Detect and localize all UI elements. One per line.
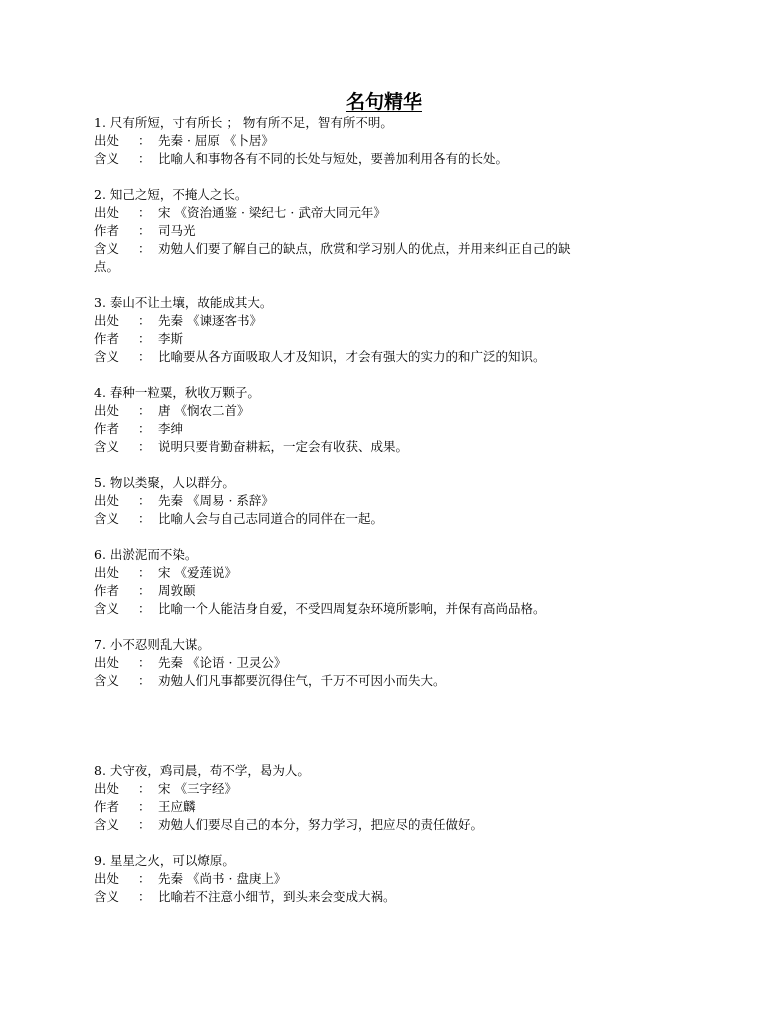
author-label: 作者 xyxy=(94,421,120,436)
author-value: 周敦颐 xyxy=(158,583,196,598)
colon: ： xyxy=(138,871,151,886)
quote-entry-9 xyxy=(94,852,674,906)
colon: ： xyxy=(138,799,151,814)
colon: ： xyxy=(138,511,151,526)
source-label: 出处 xyxy=(94,655,120,670)
meaning-line xyxy=(94,438,674,456)
quote-text: 2. 知己之短，不掩人之长。 xyxy=(94,187,248,202)
colon: ： xyxy=(138,583,151,598)
source-value: 宋 《爱莲说》 xyxy=(158,565,237,580)
meaning-label: 含义 xyxy=(94,151,120,166)
source-line xyxy=(94,204,674,222)
quote-entry-4 xyxy=(94,384,674,456)
source-label: 出处 xyxy=(94,565,120,580)
colon: ： xyxy=(138,205,151,220)
quote-entry-3 xyxy=(94,294,674,366)
source-line xyxy=(94,654,674,672)
author-label: 作者 xyxy=(94,331,120,346)
author-label: 作者 xyxy=(94,799,120,814)
meaning-value: 劝勉人们要了解自己的缺点，欣赏和学习别人的优点，并用来纠正自己的缺 xyxy=(158,241,571,256)
source-label: 出处 xyxy=(94,133,120,148)
meaning-label: 含义 xyxy=(94,241,120,256)
colon: ： xyxy=(138,403,151,418)
source-label: 出处 xyxy=(94,493,120,508)
source-line xyxy=(94,312,674,330)
author-value: 李绅 xyxy=(158,421,184,436)
meaning-line xyxy=(94,816,674,834)
source-label: 出处 xyxy=(94,403,120,418)
colon: ： xyxy=(138,313,151,328)
author-label: 作者 xyxy=(94,223,120,238)
source-line xyxy=(94,132,674,150)
source-value: 先秦 《尚书 · 盘庚上》 xyxy=(158,871,287,886)
meaning-continuation: 点。 xyxy=(94,259,120,274)
quote-text: 5. 物以类聚，人以群分。 xyxy=(94,475,235,490)
meaning-value: 说明只要肯勤奋耕耘，一定会有收获、成果。 xyxy=(158,439,409,454)
source-label: 出处 xyxy=(94,871,120,886)
colon: ： xyxy=(138,151,151,166)
quote-text: 6. 出淤泥而不染。 xyxy=(94,547,198,562)
colon: ： xyxy=(138,817,151,832)
colon: ： xyxy=(138,781,151,796)
meaning-value: 比喻要从各方面吸取人才及知识，才会有强大的实力的和广泛的知识。 xyxy=(158,349,546,364)
quote-text: 3. 泰山不让土壤，故能成其大。 xyxy=(94,295,273,310)
colon: ： xyxy=(138,673,151,688)
source-value: 宋 《三字经》 xyxy=(158,781,237,796)
quote-entry-2 xyxy=(94,186,674,276)
source-line xyxy=(94,492,674,510)
meaning-label: 含义 xyxy=(94,673,120,688)
colon: ： xyxy=(138,331,151,346)
quote-entry-1 xyxy=(94,114,674,168)
quote-entry-7 xyxy=(94,636,674,690)
meaning-label: 含义 xyxy=(94,889,120,904)
source-value: 先秦 · 屈原 《卜居》 xyxy=(158,133,274,148)
source-label: 出处 xyxy=(94,205,120,220)
source-value: 唐 《悯农二首》 xyxy=(158,403,250,418)
author-line xyxy=(94,222,674,240)
author-line xyxy=(94,582,674,600)
meaning-line xyxy=(94,672,674,690)
author-value: 司马光 xyxy=(158,223,196,238)
quote-text: 4. 春种一粒粟，秋收万颗子。 xyxy=(94,385,260,400)
colon: ： xyxy=(138,655,151,670)
source-line xyxy=(94,870,674,888)
source-label: 出处 xyxy=(94,781,120,796)
meaning-value: 比喻人和事物各有不同的长处与短处，要善加利用各有的长处。 xyxy=(158,151,509,166)
quote-text: 8. 犬守夜，鸡司晨，苟不学，曷为人。 xyxy=(94,763,310,778)
source-value: 宋 《资治通鉴 · 梁纪七 · 武帝大同元年》 xyxy=(158,205,386,220)
colon: ： xyxy=(138,439,151,454)
source-line xyxy=(94,564,674,582)
author-line xyxy=(94,420,674,438)
meaning-value: 比喻一个人能洁身自爱，不受四周复杂环境所影响，并保有高尚品格。 xyxy=(158,601,546,616)
source-value: 先秦 《论语 · 卫灵公》 xyxy=(158,655,287,670)
colon: ： xyxy=(138,493,151,508)
meaning-label: 含义 xyxy=(94,601,120,616)
author-label: 作者 xyxy=(94,583,120,598)
quote-list xyxy=(94,114,674,906)
meaning-line xyxy=(94,600,674,618)
quote-entry-8 xyxy=(94,762,674,834)
source-value: 先秦 《周易 · 系辞》 xyxy=(158,493,274,508)
colon: ： xyxy=(138,889,151,904)
colon: ： xyxy=(138,133,151,148)
meaning-line xyxy=(94,510,674,528)
quote-entry-5 xyxy=(94,474,674,528)
meaning-label: 含义 xyxy=(94,511,120,526)
author-value: 李斯 xyxy=(158,331,184,346)
colon: ： xyxy=(138,223,151,238)
colon: ： xyxy=(138,421,151,436)
meaning-label: 含义 xyxy=(94,439,120,454)
meaning-value: 比喻若不注意小细节，到头来会变成大祸。 xyxy=(158,889,396,904)
source-line xyxy=(94,402,674,420)
quote-entry-6 xyxy=(94,546,674,618)
meaning-line xyxy=(94,240,674,258)
colon: ： xyxy=(138,565,151,580)
meaning-value: 劝勉人们凡事都要沉得住气，千万不可因小而失大。 xyxy=(158,673,446,688)
quote-text: 7. 小不忍则乱大谋。 xyxy=(94,637,210,652)
meaning-value: 劝勉人们要尽自己的本分，努力学习，把应尽的责任做好。 xyxy=(158,817,484,832)
author-line xyxy=(94,798,674,816)
meaning-label: 含义 xyxy=(94,349,120,364)
meaning-line xyxy=(94,150,674,168)
page-title: 名句精华 xyxy=(345,91,422,113)
source-line xyxy=(94,780,674,798)
quote-text: 9. 星星之火，可以燎原。 xyxy=(94,853,235,868)
quote-text: 1. 尺有所短，寸有所长 ； 物有所不足，智有所不明。 xyxy=(94,115,393,130)
source-value: 先秦 《谏逐客书》 xyxy=(158,313,262,328)
meaning-label: 含义 xyxy=(94,817,120,832)
author-value: 王应麟 xyxy=(158,799,196,814)
colon: ： xyxy=(138,601,151,616)
colon: ： xyxy=(138,241,151,256)
source-label: 出处 xyxy=(94,313,120,328)
meaning-line xyxy=(94,348,674,366)
meaning-line xyxy=(94,888,674,906)
colon: ： xyxy=(138,349,151,364)
author-line xyxy=(94,330,674,348)
meaning-value: 比喻人会与自己志同道合的同伴在一起。 xyxy=(158,511,384,526)
